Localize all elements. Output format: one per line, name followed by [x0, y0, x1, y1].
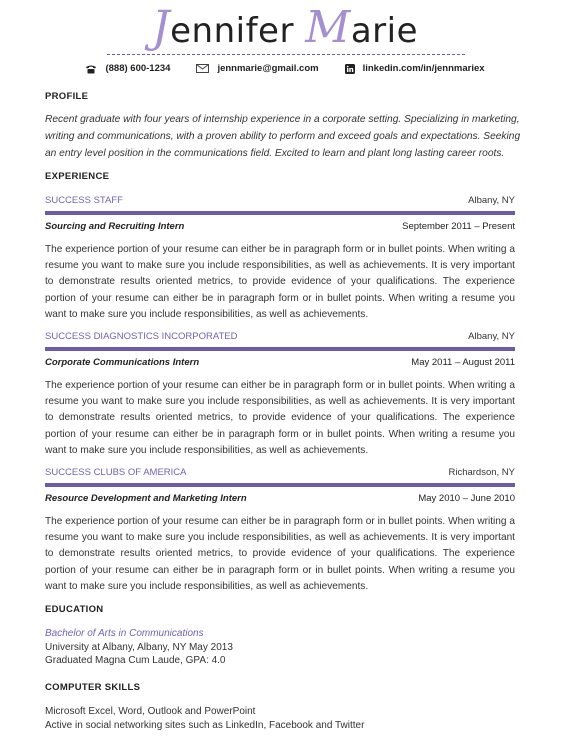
job-entry	[45, 467, 515, 595]
linkedin-icon	[345, 64, 355, 74]
job-dates: May 2010 – June 2010	[418, 493, 515, 504]
job-divider	[45, 211, 515, 215]
education-degree: Bachelor of Arts in Communications	[45, 628, 204, 639]
job-company: SUCCESS DIAGNOSTICS INCORPORATED	[45, 331, 238, 342]
name-last-rest: arie	[350, 11, 419, 51]
name-first-initial: J	[151, 2, 171, 53]
job-dates: September 2011 – Present	[402, 221, 515, 232]
job-entry	[45, 331, 515, 459]
job-dates: May 2011 – August 2011	[411, 357, 515, 368]
skills-heading: COMPUTER SKILLS	[45, 682, 141, 693]
job-entry	[45, 195, 515, 323]
job-role: Corporate Communications Intern	[45, 357, 200, 368]
contact-phone	[85, 63, 170, 74]
job-location: Albany, NY	[468, 195, 515, 206]
job-location: Richardson, NY	[448, 467, 515, 478]
contact-email[interactable]	[196, 63, 318, 74]
profile-heading: PROFILE	[45, 91, 89, 102]
email-icon	[196, 64, 209, 73]
name-first-rest: ennifer	[170, 11, 294, 51]
header-divider	[107, 54, 465, 55]
job-description: The experience portion of your resume can either be in paragraph form or in bullet points. When writing a resume you want to make sure you include responsibilities, as well as achievements. It is very important to demonstrate results oriented metrics, to provide evidence of your qualifications. The experience portion of your resume can either be in paragraph form or in bullet points. When writing a resume you want to make sure you include responsibilities, as well as achievements.	[45, 244, 515, 320]
education-heading: EDUCATION	[45, 604, 104, 615]
linkedin-text[interactable]: linkedin.com/in/jennmariex	[362, 63, 485, 74]
job-divider	[45, 483, 515, 487]
email-text[interactable]: jennmarie@gmail.com	[217, 63, 319, 74]
contact-bar	[0, 63, 570, 74]
resume-header	[0, 2, 570, 53]
skills-block	[45, 705, 364, 733]
name-last-initial: M	[305, 2, 351, 53]
job-location: Albany, NY	[468, 331, 515, 342]
education-school: University at Albany, Albany, NY May 2013	[45, 641, 233, 653]
job-divider	[45, 347, 515, 351]
education-honors: Graduated Magna Cum Laude, GPA: 4.0	[45, 655, 226, 666]
phone-text: (888) 600-1234	[105, 63, 171, 74]
job-role: Sourcing and Recruiting Intern	[45, 221, 185, 232]
job-role: Resource Development and Marketing Intern	[45, 493, 247, 504]
job-description: The experience portion of your resume can either be in paragraph form or in bullet points. When writing a resume you want to make sure you include responsibilities, as well as achievements. It is very important to demonstrate results oriented metrics, to provide evidence of your qualifications. The experience portion of your resume can either be in paragraph form or in bullet points. When writing a resume you want to make sure you include responsibilities, as well as achievements.	[45, 380, 515, 456]
skills-line: Microsoft Excel, Word, Outlook and PowerPoint	[45, 706, 256, 717]
phone-icon	[85, 64, 97, 74]
candidate-name	[0, 2, 570, 53]
job-company: SUCCESS STAFF	[45, 195, 123, 206]
job-company: SUCCESS CLUBS OF AMERICA	[45, 467, 187, 478]
profile-text: Recent graduate with four years of internship experience in a corporate setting. Specializing in marketing, writing and communications, with a proven ability to perform and exceed goals and expectations. Seeking an entry level position in the communications field. Excited to learn and plant long lasting career roots.	[45, 114, 521, 159]
skills-line: Active in social networking sites such as LinkedIn, Facebook and Twitter	[45, 720, 365, 731]
job-description: The experience portion of your resume can either be in paragraph form or in bullet points. When writing a resume you want to make sure you include responsibilities, as well as achievements. It is very important to demonstrate results oriented metrics, to provide evidence of your qualifications. The experience portion of your resume can either be in paragraph form or in bullet points. When writing a resume you want to make sure you include responsibilities, as well as achievements.	[45, 516, 515, 592]
contact-linkedin[interactable]	[345, 63, 485, 74]
education-block	[45, 627, 233, 668]
experience-heading: EXPERIENCE	[45, 171, 110, 182]
